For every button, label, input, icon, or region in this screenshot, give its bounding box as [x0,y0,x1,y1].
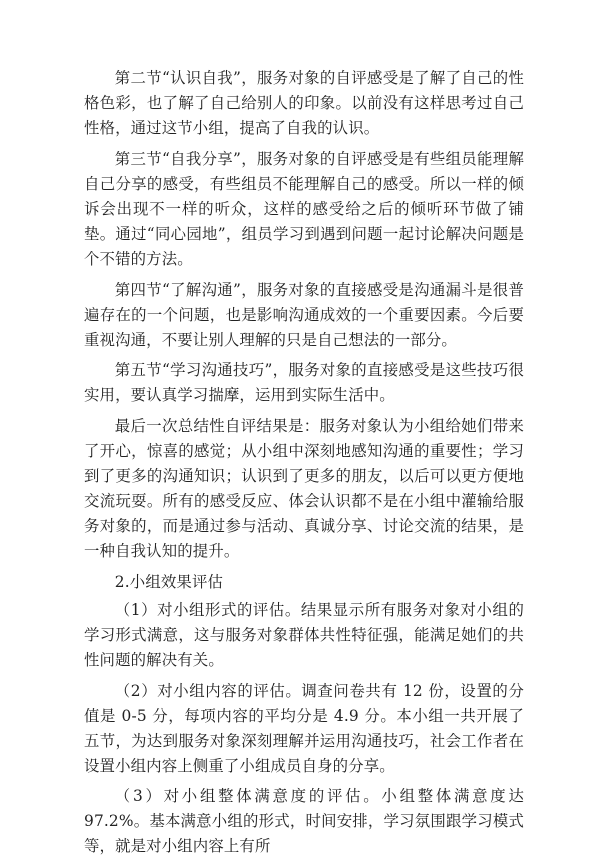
section-heading-group-effect: 2.小组效果评估 [114,572,224,591]
paragraph-session-4: 第四节“了解沟通”，服务对象的直接感受是沟通漏斗是很普遍存在的一个问题，也是影响沟通成效的一个重要因素。今后要重视沟通，不要让别人理解的只是自己想法的一部分。 [84,280,524,349]
document-body [84,66,524,865]
paragraph-form-evaluation: （1）对小组形式的评估。结果显示所有服务对象对小组的学习形式满意，这与服务对象群体共性特征强，能满足她们的共性问题的解决有关。 [84,600,524,670]
paragraph-session-3: 第三节“自我分享”，服务对象的自评感受是有些组员能理解自己分享的感受，有些组员不能理解自己的感受。所以一样的倾诉会出现不一样的听众，这样的感受给之后的倾听环节做了铺垫。通过“同心园地”，组员学习到遇到问题一起讨论解决问题是个不错的方法。 [84,149,524,269]
paragraph-content-evaluation: （2）对小组内容的评估。调查问卷共有 12 份，设置的分值是 0-5 分，每项内容的平均分是 4.9 分。本小组一共开展了五节，为达到服务对象深刻理解并运用沟通技巧，社会工作者在设置小组内容上侧重了小组成员自身的分享。 [84,681,524,775]
paragraph-satisfaction-evaluation: （3）对小组整体满意度的评估。小组整体满意度达 97.2%。基本满意小组的形式，时间安排，学习氛围跟学习模式等，就是对小组内容上有所 [84,787,524,856]
paragraph-final-self-evaluation: 最后一次总结性自评结果是：服务对象认为小组给她们带来了开心，惊喜的感觉；从小组中深刻地感知沟通的重要性；学习到了更多的沟通知识；认识到了更多的朋友，以后可以更方便地交流玩耍。所有的感受反应、体会认识都不是在小组中灌输给服务对象的，而是通过参与活动、真诚分享、讨论交流的结果，是一种自我认知的提升。 [84,416,524,561]
paragraph-session-5: 第五节“学习沟通技巧”，服务对象的直接感受是这些技巧很实用，要认真学习揣摩，运用到实际生活中。 [84,361,524,405]
paragraph-session-2: 第二节“认识自我”，服务对象的自评感受是了解了自己的性格色彩，也了解了自己给别人的印象。以前没有这样思考过自己性格，通过这节小组，提高了自我的认识。 [84,69,524,138]
